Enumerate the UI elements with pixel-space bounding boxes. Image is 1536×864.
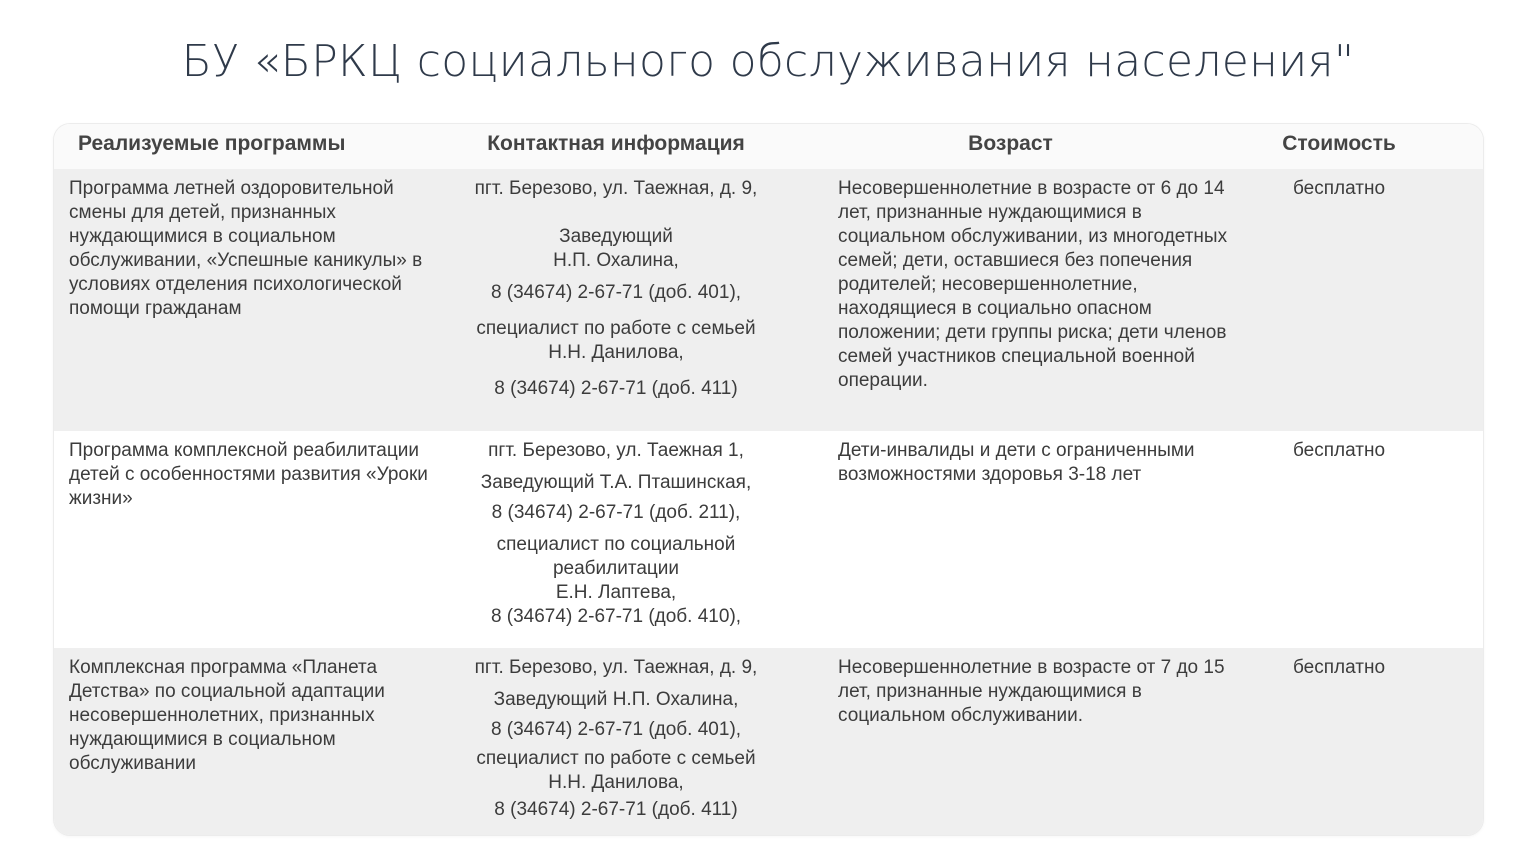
table-header-row	[54, 124, 1483, 169]
contact-address: пгт. Березово, ул. Таежная, д. 9,	[474, 657, 758, 678]
contact-head: Заведующий Т.А. Пташинская,	[480, 472, 752, 493]
program-cell: Комплексная программа «Планета Детства» по социальной адаптации несовершеннолетних, признанных нуждающимися в социальном обслуживании	[69, 657, 385, 774]
contact-head: Заведующий Н.П. Охалина,	[493, 689, 739, 710]
cost-cell: бесплатно	[1292, 440, 1386, 461]
age-cell: Дети-инвалиды и дети с ограниченными возможностями здоровья 3-18 лет	[838, 440, 1195, 485]
header-contacts: Контактная информация	[487, 132, 745, 155]
contact-specialist-title: специалист по работе с семьей	[476, 318, 756, 339]
age-cell: Несовершеннолетние в возрасте от 6 до 14 лет, признанные нуждающимися в социальном обслуживании, из многодетных семей; дети, оставшиеся без попечения родителей; несовершеннолетние, находящиеся в социально опасном положении; дети группы риска; дети членов семей участников специальной военной операции.	[838, 178, 1228, 391]
contact-specialist-title: специалист по социальной реабилитации	[496, 534, 736, 579]
header-age: Возраст	[968, 132, 1053, 155]
contact-cell	[446, 169, 786, 401]
contact-specialist-phone: 8 (34674) 2-67-71 (доб. 411)	[494, 799, 738, 820]
cost-cell: бесплатно	[1292, 178, 1386, 199]
table-row	[54, 431, 1483, 648]
contact-head-name: Н.П. Охалина,	[553, 250, 679, 271]
contact-cell	[446, 648, 786, 822]
programs-table	[54, 124, 1483, 835]
page-title: БУ «БРКЦ социального обслуживания населения"	[181, 36, 1355, 87]
contact-specialist-title: специалист по работе с семьей	[476, 748, 756, 769]
table-row	[54, 169, 1483, 431]
contact-specialist-phone: 8 (34674) 2-67-71 (доб. 411)	[494, 378, 738, 399]
contact-specialist-name: Н.Н. Данилова,	[548, 772, 684, 793]
header-cost: Стоимость	[1282, 132, 1396, 155]
contact-head-phone: 8 (34674) 2-67-71 (доб. 401),	[490, 719, 742, 740]
contact-cell	[446, 431, 786, 629]
program-cell: Программа летней оздоровительной смены для детей, признанных нуждающимися в социальном обслуживании, «Успешные каникулы» в условиях отделения психологической помощи гражданам	[69, 178, 423, 319]
contact-specialist-name: Е.Н. Лаптева,	[555, 582, 677, 603]
contact-address: пгт. Березово, ул. Таежная, д. 9,	[474, 178, 758, 199]
contact-head-title: Заведующий	[559, 226, 673, 247]
header-programs: Реализуемые программы	[78, 132, 346, 155]
contact-head-phone: 8 (34674) 2-67-71 (доб. 211),	[491, 502, 741, 523]
contact-specialist-phone: 8 (34674) 2-67-71 (доб. 410),	[490, 606, 742, 627]
contact-address: пгт. Березово, ул. Таежная 1,	[488, 440, 744, 461]
age-cell: Несовершеннолетние в возрасте от 7 до 15 лет, признанные нуждающимися в социальном обслуживании.	[838, 657, 1225, 726]
cost-cell: бесплатно	[1292, 657, 1386, 678]
contact-head-phone: 8 (34674) 2-67-71 (доб. 401),	[490, 282, 742, 303]
contact-specialist-name: Н.Н. Данилова,	[548, 342, 684, 363]
table-row	[54, 648, 1483, 835]
program-cell: Программа комплексной реабилитации детей с особенностями развития «Уроки жизни»	[69, 440, 428, 509]
